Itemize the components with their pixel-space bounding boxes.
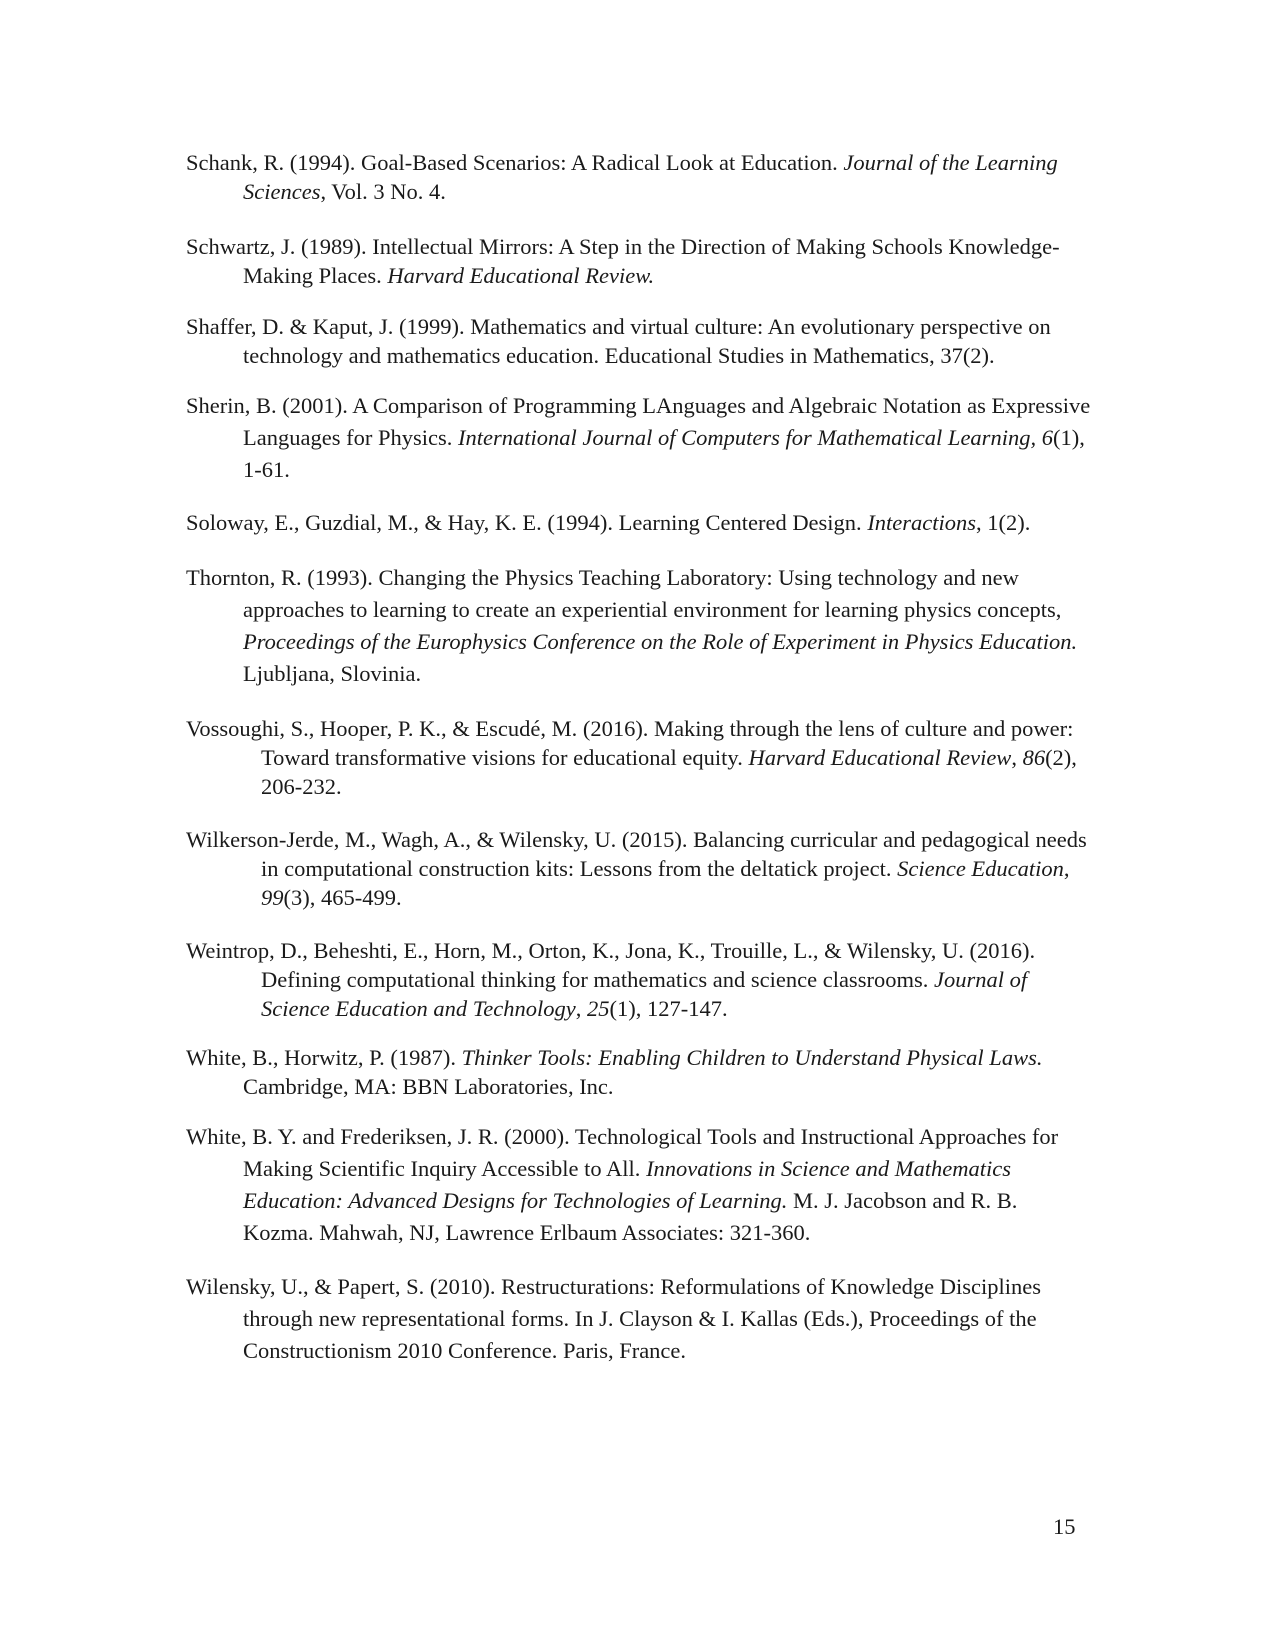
- reference-text-segment: (2), 206-232.: [261, 745, 1077, 799]
- reference-text-segment: (1), 127-147.: [609, 996, 728, 1021]
- reference-entry: [186, 148, 1091, 206]
- reference-entry: [186, 1121, 1091, 1249]
- reference-entry: [186, 508, 1091, 537]
- reference-entry: [186, 1271, 1091, 1367]
- reference-entry: [186, 562, 1091, 690]
- reference-text-segment: (1), 1-61.: [243, 425, 1085, 482]
- reference-entry: [186, 312, 1091, 370]
- reference-text-segment: White, B. Y. and Frederiksen, J. R. (2000). Technological Tools and Instructional Approaches for Making Scientific Inquiry Accessible to All.: [186, 1124, 1059, 1181]
- reference-text-segment: Schwartz, J. (1989). Intellectual Mirrors: A Step in the Direction of Making Schools Knowledge-Making Places.: [186, 234, 1060, 288]
- reference-italic-segment: Harvard Educational Review.: [387, 263, 655, 288]
- reference-italic-segment: International Journal of Computers for Mathematical Learning, 6: [457, 425, 1053, 450]
- reference-text-segment: Ljubljana, Slovinia.: [243, 661, 422, 686]
- reference-italic-segment: 25: [586, 996, 610, 1021]
- reference-entry: [186, 1043, 1091, 1101]
- reference-text-segment: Sherin, B. (2001). A Comparison of Programming LAnguages and Algebraic Notation as Expressive Languages for Physics.: [186, 393, 1091, 450]
- reference-text-segment: Cambridge, MA: BBN Laboratories, Inc.: [243, 1074, 614, 1099]
- reference-text-segment: Shaffer, D. & Kaput, J. (1999). Mathematics and virtual culture: An evolutionary perspective on technology and mathematics education. Educational Studies in Mathematics, 37(2).: [186, 314, 1051, 368]
- reference-text-segment: Wilensky, U., & Papert, S. (2010). Restructurations: Reformulations of Knowledge Disciplines through new representational forms. In J. Clayson & I. Kallas (Eds.), Proceedings of the Constructionism 2010 Conference. Paris, France.: [186, 1274, 1041, 1363]
- reference-entry: [186, 825, 1091, 912]
- reference-text-segment: ,: [1011, 745, 1023, 770]
- reference-list: [186, 148, 1091, 1367]
- reference-text-segment: White, B., Horwitz, P. (1987).: [186, 1045, 462, 1070]
- reference-text-segment: Soloway, E., Guzdial, M., & Hay, K. E. (1994). Learning Centered Design.: [186, 510, 868, 535]
- reference-italic-segment: Journal of Science Education and Technology: [261, 967, 1028, 1021]
- reference-entry: [186, 390, 1091, 486]
- reference-italic-segment: 86: [1022, 745, 1046, 770]
- reference-italic-segment: Journal of the Learning Sciences: [243, 150, 1058, 204]
- reference-text-segment: Schank, R. (1994). Goal-Based Scenarios: A Radical Look at Education.: [186, 150, 844, 175]
- reference-text-segment: Vossoughi, S., Hooper, P. K., & Escudé, M. (2016). Making through the lens of culture and power: Toward transformative visions for educational equity.: [186, 716, 1074, 770]
- reference-italic-segment: Thinker Tools: Enabling Children to Understand Physical Laws.: [461, 1045, 1043, 1070]
- reference-text-segment: ,: [1063, 856, 1070, 881]
- reference-text-segment: Thornton, R. (1993). Changing the Physics Teaching Laboratory: Using technology and new approaches to learning to create an experiential environment for learning physics concepts,: [186, 565, 1062, 622]
- reference-italic-segment: 99: [261, 885, 284, 910]
- reference-text-segment: ,: [575, 996, 587, 1021]
- reference-italic-segment: Harvard Educational Review: [748, 745, 1012, 770]
- reference-text-segment: , 1(2).: [976, 510, 1031, 535]
- reference-italic-segment: Science Education: [897, 856, 1064, 881]
- page-number: 15: [1053, 1514, 1076, 1539]
- reference-entry: [186, 714, 1091, 801]
- reference-italic-segment: Proceedings of the Europhysics Conference on the Role of Experiment in Physics Education.: [243, 629, 1078, 654]
- reference-text-segment: M. J. Jacobson and R. B. Kozma. Mahwah, NJ, Lawrence Erlbaum Associates: 321-360.: [243, 1188, 1018, 1245]
- reference-entry: [186, 936, 1091, 1023]
- reference-text-segment: , Vol. 3 No. 4.: [320, 179, 446, 204]
- reference-text-segment: Weintrop, D., Beheshti, E., Horn, M., Orton, K., Jona, K., Trouille, L., & Wilensky, U. (2016). Defining computational thinking for mathematics and science classrooms.: [186, 938, 1036, 992]
- reference-entry: [186, 232, 1091, 290]
- reference-text-segment: Wilkerson-Jerde, M., Wagh, A., & Wilensky, U. (2015). Balancing curricular and pedagogical needs in computational construction kits: Lessons from the deltatick project.: [186, 827, 1087, 881]
- reference-italic-segment: Innovations in Science and Mathematics Education: Advanced Designs for Technologies of Learning.: [243, 1156, 1011, 1213]
- reference-italic-segment: Interactions: [867, 510, 977, 535]
- reference-text-segment: (3), 465-499.: [283, 885, 402, 910]
